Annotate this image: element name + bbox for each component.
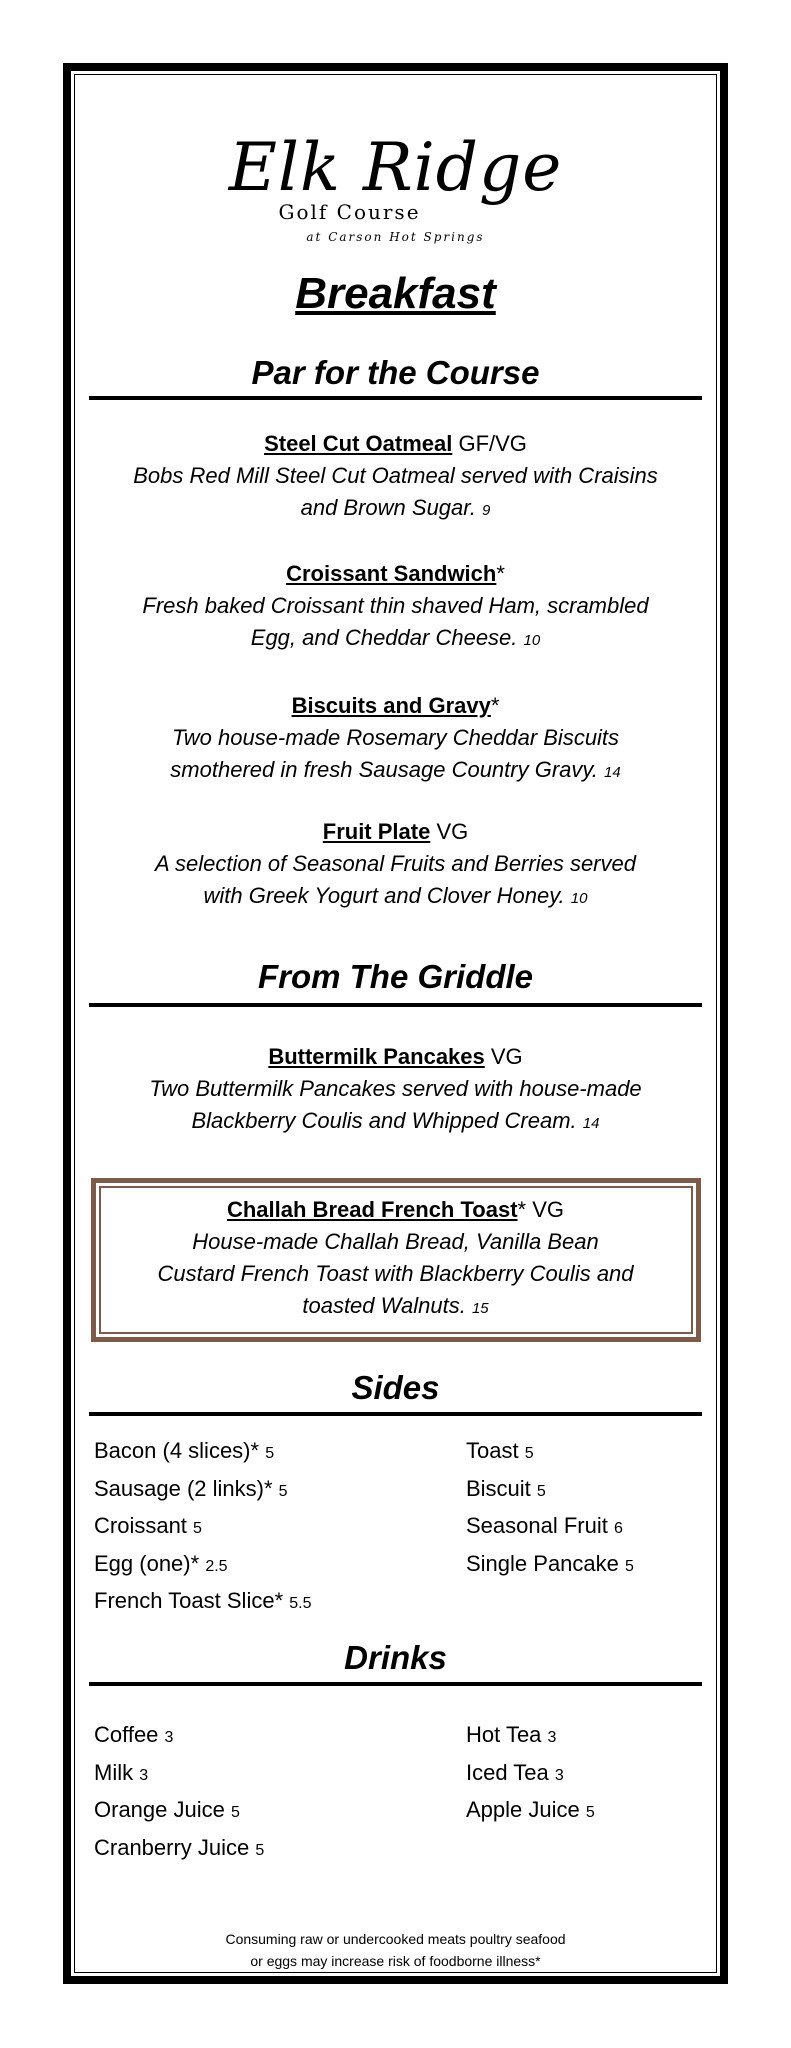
item-name: Cranberry Juice — [94, 1834, 250, 1860]
item-name: French Toast Slice* — [94, 1588, 284, 1613]
section-heading-drinks: Drinks — [344, 1639, 447, 1676]
item-name: Seasonal Fruit — [466, 1513, 608, 1538]
list-item — [94, 1756, 264, 1794]
item-name: Single Pancake — [466, 1550, 619, 1576]
notice-line: or eggs may increase risk of foodborne illness* — [250, 1953, 541, 1969]
menu-item-buttermilk-pancakes — [86, 1041, 705, 1140]
item-description: Bobs Red Mill Steel Cut Oatmeal served with Craisins — [133, 463, 658, 488]
logo-name: Elk Ridge — [228, 129, 563, 206]
drinks-list-left — [94, 1718, 264, 1868]
item-description: Custard French Toast with Blackberry Coulis and — [157, 1261, 634, 1286]
item-price: 2.5 — [205, 1557, 228, 1575]
item-price: 5 — [278, 1482, 288, 1500]
list-item — [94, 1831, 264, 1869]
menu-item-challah-french-toast — [86, 1194, 705, 1325]
item-name: Challah Bread French Toast — [226, 1197, 518, 1222]
list-item — [94, 1509, 312, 1547]
sides-list-right — [466, 1434, 634, 1584]
section-heading-sides: Sides — [351, 1369, 440, 1406]
item-price: 14 — [604, 764, 621, 781]
item-name: Egg (one)* — [94, 1550, 200, 1576]
menu-title: Breakfast — [295, 269, 496, 318]
item-price: 9 — [482, 502, 491, 519]
food-safety-notice — [86, 1928, 705, 1972]
list-item — [94, 1793, 264, 1831]
item-price: 5 — [193, 1520, 202, 1537]
item-price: 3 — [554, 1766, 564, 1784]
item-price: 5 — [255, 1841, 265, 1859]
section-heading-griddle: From The Griddle — [257, 958, 534, 995]
section-divider — [89, 1003, 702, 1007]
item-description: Egg, and Cheddar Cheese. 10 — [250, 625, 541, 650]
menu-item — [86, 558, 705, 657]
item-name: Biscuits and Gravy — [291, 693, 491, 718]
section-divider — [89, 396, 702, 400]
item-name: Orange Juice — [94, 1797, 225, 1822]
list-item — [94, 1434, 312, 1472]
item-description: Two house-made Rosemary Cheddar Biscuits — [171, 725, 620, 750]
item-price: 5 — [524, 1445, 534, 1462]
list-item — [94, 1584, 312, 1622]
item-name: Iced Tea — [466, 1759, 549, 1785]
item-price: 5.5 — [289, 1595, 312, 1612]
item-price: 14 — [582, 1115, 600, 1132]
item-tags: VG — [430, 819, 469, 844]
list-item — [466, 1718, 595, 1756]
item-name: Apple Juice — [466, 1797, 580, 1822]
item-name: Milk — [94, 1759, 134, 1785]
item-description: House-made Challah Bread, Vanilla Bean — [192, 1229, 599, 1254]
item-price: 6 — [613, 1520, 623, 1537]
item-description: Two Buttermilk Pancakes served with house-made — [149, 1076, 642, 1101]
item-name: Buttermilk Pancakes — [268, 1044, 485, 1069]
logo-subtitle: Golf Course — [278, 200, 421, 224]
item-name: Croissant Sandwich — [286, 561, 497, 586]
item-price: 5 — [585, 1804, 595, 1821]
item-tags: * — [490, 693, 500, 718]
list-item — [466, 1434, 634, 1472]
item-name: Biscuit — [466, 1475, 531, 1501]
list-item — [466, 1509, 634, 1547]
item-description: with Greek Yogurt and Clover Honey. 10 — [203, 883, 588, 908]
item-price: 3 — [547, 1729, 557, 1746]
sides-list-left — [94, 1434, 312, 1622]
logo-tagline: at Carson Hot Springs — [306, 230, 485, 244]
item-price: 3 — [164, 1729, 174, 1746]
item-price: 5 — [265, 1445, 275, 1462]
item-price: 3 — [139, 1766, 149, 1784]
item-price: 5 — [536, 1482, 546, 1500]
item-tags: GF/VG — [452, 431, 527, 456]
list-item — [466, 1547, 634, 1585]
item-description: toasted Walnuts. 15 — [302, 1293, 489, 1318]
item-price: 15 — [471, 1300, 489, 1317]
section-divider — [89, 1412, 702, 1416]
item-name: Coffee — [94, 1722, 159, 1747]
item-price: 5 — [230, 1804, 240, 1821]
drinks-list-right — [466, 1718, 595, 1831]
item-name: Sausage (2 links)* — [94, 1475, 273, 1501]
list-item — [466, 1472, 634, 1510]
item-price: 5 — [625, 1557, 634, 1575]
item-description: and Brown Sugar. 9 — [300, 495, 491, 520]
item-name: Toast — [466, 1438, 519, 1463]
notice-line: Consuming raw or undercooked meats poultry seafood — [225, 1931, 566, 1947]
item-tags: VG — [484, 1044, 523, 1069]
list-item — [94, 1472, 312, 1510]
item-name: Fruit Plate — [322, 819, 431, 844]
item-price: 10 — [523, 632, 541, 649]
menu-item — [86, 428, 705, 527]
menu-item — [86, 690, 705, 789]
section-heading-par: Par for the Course — [251, 354, 540, 391]
list-item — [94, 1718, 264, 1756]
item-name: Hot Tea — [466, 1722, 542, 1747]
item-price: 10 — [570, 890, 588, 907]
list-item — [466, 1793, 595, 1831]
item-tags: * — [496, 561, 505, 586]
item-name: Croissant — [94, 1513, 187, 1538]
item-description: Fresh baked Croissant thin shaved Ham, scrambled — [142, 593, 649, 618]
item-name: Steel Cut Oatmeal — [264, 431, 453, 456]
item-name: Bacon (4 slices)* — [94, 1438, 260, 1463]
section-divider — [89, 1682, 702, 1686]
list-item — [466, 1756, 595, 1794]
item-tags: * VG — [517, 1197, 564, 1222]
item-description: Blackberry Coulis and Whipped Cream. 14 — [191, 1108, 600, 1133]
item-description: smothered in fresh Sausage Country Gravy. 14 — [170, 757, 621, 782]
list-item — [94, 1547, 312, 1585]
menu-item — [86, 816, 705, 915]
item-description: A selection of Seasonal Fruits and Berries served — [155, 851, 636, 876]
